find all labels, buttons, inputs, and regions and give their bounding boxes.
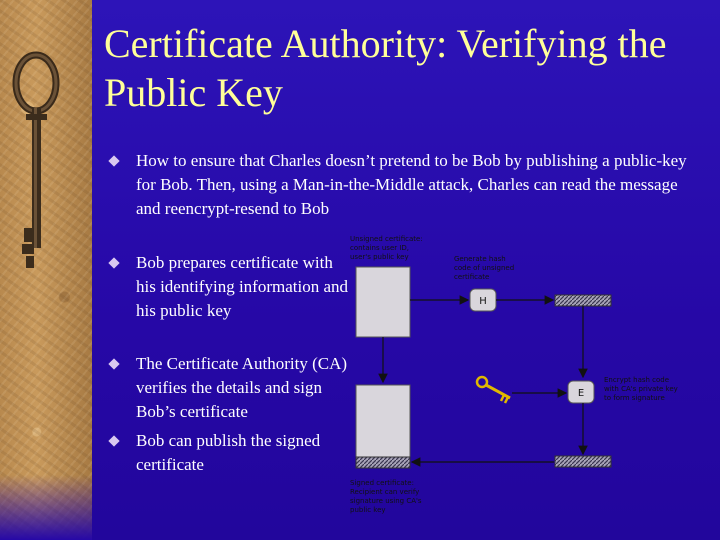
bullet-marker-icon (108, 435, 119, 446)
unsigned-certificate-box (356, 267, 410, 337)
bullet-marker-icon (108, 358, 119, 369)
bullet-marker-icon (108, 257, 119, 268)
ca-private-key-icon (477, 377, 510, 403)
hash-function-symbol: H (479, 296, 487, 307)
signed-certificate-label: Signed certificate: Recipient can verify signature using CA's public key (350, 479, 422, 514)
bullet-item (110, 149, 710, 225)
hash-code-block (555, 295, 611, 306)
skeleton-key-icon (4, 38, 74, 288)
bullet-text: Bob prepares certificate with his identifying information and his public key (136, 253, 348, 320)
bullet-text: The Certificate Authority (CA) verifies the details and sign Bob’s certificate (136, 354, 348, 421)
bullet-text: Bob can publish the signed certificate (136, 431, 321, 474)
unsigned-certificate-label: Unsigned certificate: contains user ID, user's public key (350, 235, 423, 261)
signed-certificate-signature (356, 457, 410, 468)
bullet-item (110, 251, 350, 347)
signed-certificate-box (356, 385, 410, 457)
encrypt-step-label: Encrypt hash code with CA's private key to form signature (604, 376, 678, 402)
certificate-signing-diagram (348, 232, 700, 522)
side-strip-fade (0, 475, 92, 540)
bullet-text: How to ensure that Charles doesn’t pretend to be Bob by publishing a public-key for Bob. Then, using a Man-in-the-Middle attack, Charles can read the message and reencrypt-resend to Bob (136, 151, 687, 218)
hash-step-label: Generate hash code of unsigned certificate (454, 255, 515, 281)
bullet-marker-icon (108, 155, 119, 166)
bullet-item (110, 352, 350, 424)
slide-title: Certificate Authority: Verifying the Public Key (104, 21, 667, 115)
encrypt-function-symbol: E (577, 388, 585, 399)
signature-block (555, 456, 611, 467)
bullet-item (110, 429, 350, 477)
